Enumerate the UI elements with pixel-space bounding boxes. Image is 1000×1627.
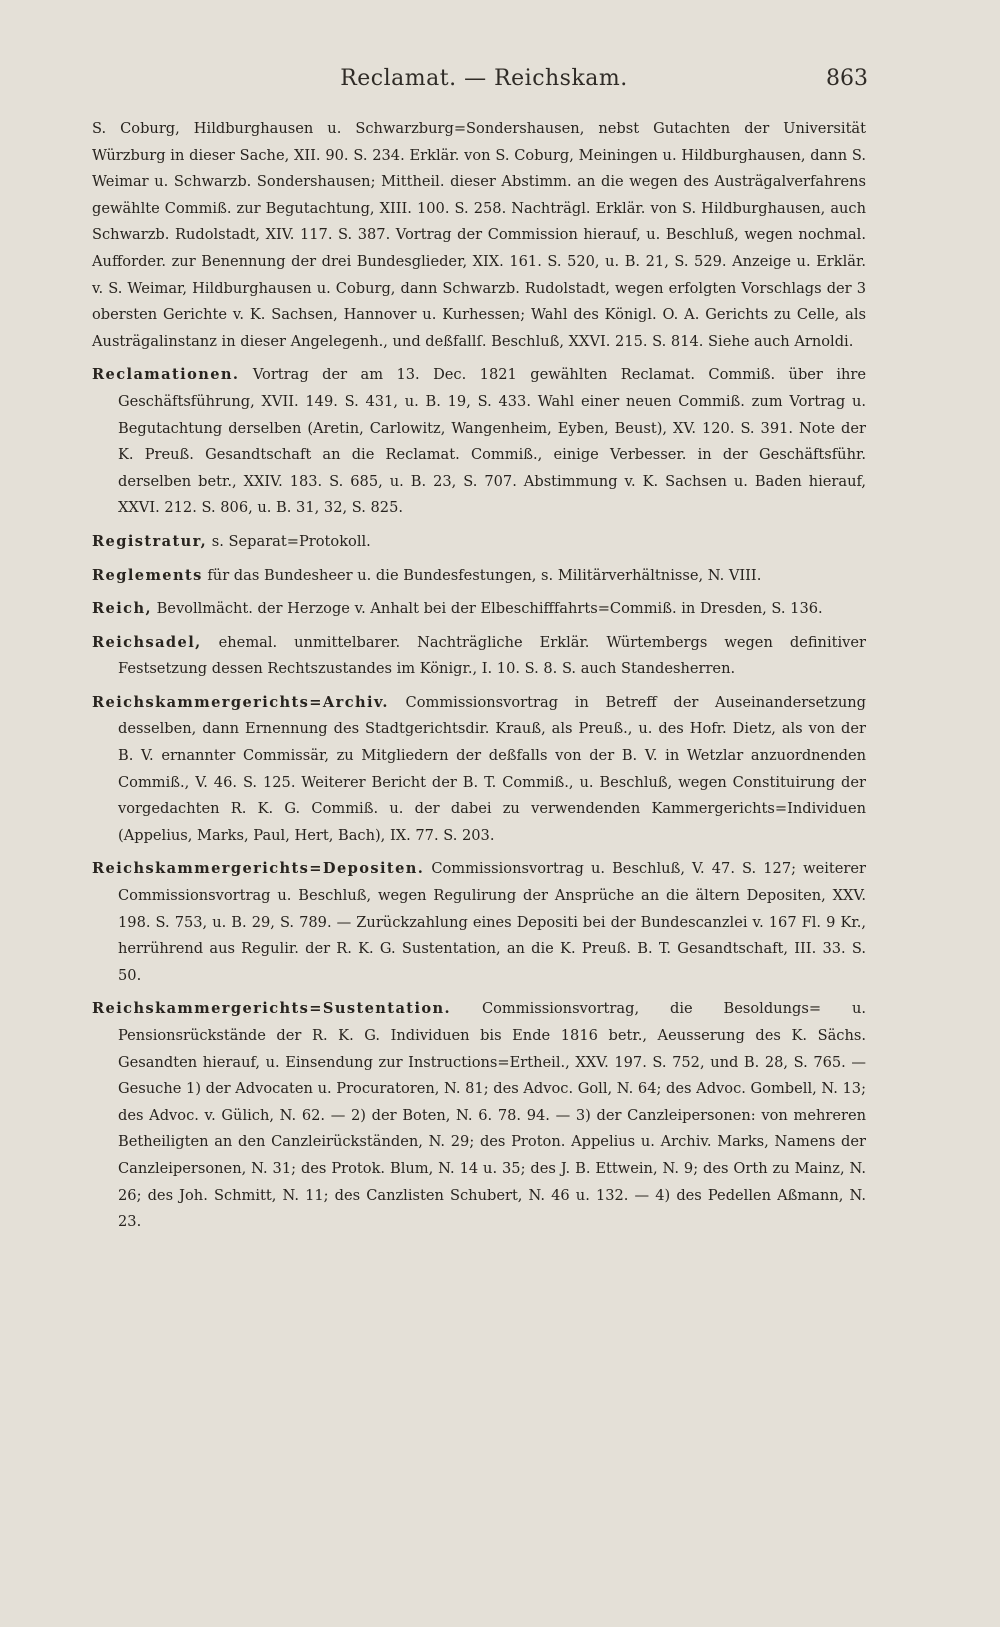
entry-text: Vortrag der am 13. Dec. 1821 gewählten Reclamat. Commiß. über ihre Geschäftsführung, XVII. 149. S. 431, u. B. 19, S. 433. Wahl einer neuen Commiß. zum Vortrag u. Begutachtung derselben (Aretin, Carlowitz, Wangenheim, Eyben, Beust), XV. 120. S. 391. Note der K. Preuß. Gesandtschaft an die Reclamat. Commiß., einige Verbesser. in der Geschäftsführ. derselben betr., XXIV. 183. S. 685, u. B. 23, S. 707. Abstimmung v. K. Sachsen u. Baden hierauf, XXVI. 212. S. 806, u. B. 31, 32, S. 825.	[118, 366, 867, 517]
entry-lemma: Reichskammergerichts=Depositen.	[92, 860, 425, 878]
index-entry-rkg-sustentation	[92, 996, 866, 1235]
index-entry-rkg-archiv	[92, 690, 866, 850]
index-entry-reclamationen	[92, 362, 866, 522]
page-header	[60, 66, 868, 91]
index-entry-registratur	[92, 529, 866, 556]
entry-text: für das Bundesheer u. die Bundesfestungen, s. Militärverhältnisse, N. VIII.	[207, 566, 762, 584]
running-title: Reclamat. — Reichskam.	[340, 66, 628, 91]
entry-lemma: Reich,	[92, 600, 152, 618]
index-entry-reichsadel	[92, 630, 866, 683]
page-number: 863	[826, 66, 868, 91]
entry-text: Commissionsvortrag, die Besoldungs= u. Pensionsrückstände der R. K. G. Individuen bis Ende 1816 betr., Aeusserung des K. Sächs. Gesandten hierauf, u. Einsendung zur Instructions=Ertheil., XXV. 197. S. 752, und B. 28, S. 765. — Gesuche 1) der Advocaten u. Procuratoren, N. 81; des Advoc. Goll, N. 64; des Advoc. Gombell, N. 13; des Advoc. v. Gülich, N. 62. — 2) der Boten, N. 6. 78. 94. — 3) der Canzleipersonen: von mehreren Betheiligten an den Canzleirückständen, N. 29; des Proton. Appelius u. Archiv. Marks, Namens der Canzleipersonen, N. 31; des Protok. Blum, N. 14 u. 35; des J. B. Ettwein, N. 9; des Orth zu Mainz, N. 26; des Joh. Schmitt, N. 11; des Canzlisten Schubert, N. 46 u. 132. — 4) des Pedellen Aßmann, N. 23.	[118, 1000, 866, 1231]
index-entry-reglements	[92, 563, 866, 590]
index-entry-rkg-depositen	[92, 856, 866, 989]
entry-lemma: Reglements	[92, 566, 203, 584]
index-entry-reich	[92, 596, 866, 623]
entry-text: S. Coburg, Hildburghausen u. Schwarzburg=Sondershausen, nebst Gutachten der Universität Würzburg in dieser Sache, XII. 90. S. 234. Erklär. von S. Coburg, Meiningen u. Hildburghausen, dann S. Weimar u. Schwarzb. Sondershausen; Mittheil. dieser Abstimm. an die wegen des Austrägalverfahrens gewählte Commiß. zur Begutachtung, XIII. 100. S. 258. Nachträgl. Erklär. von S. Hildburghausen, auch Schwarzb. Rudolstadt, XIV. 117. S. 387. Vortrag der Commission hierauf, u. Beschluß, wegen nochmal. Aufforder. zur Benennung der drei Bundesglieder, XIX. 161. S. 520, u. B. 21, S. 529. Anzeige u. Erklär. v. S. Weimar, Hildburghausen u. Coburg, dann Schwarzb. Rudolstadt, wegen erfolgten Vorschlags der 3 obersten Gerichte v. K. Sachsen, Hannover u. Kurhessen; Wahl des Königl. O. A. Gerichts zu Celle, als Austrägalinstanz in dieser Angelegenh., und deßfallſ. Beschluß, XXVI. 215. S. 814. Siehe auch Arnoldi.	[92, 120, 866, 350]
entry-text: s. Separat=Protokoll.	[211, 532, 371, 550]
entry-lemma: Reichskammergerichts=Archiv.	[92, 693, 389, 711]
index-entry-continuation	[92, 116, 866, 355]
index-entries	[92, 116, 866, 1243]
entry-lemma: Registratur,	[92, 532, 208, 550]
entry-text: ehemal. unmittelbarer. Nachträgliche Erklär. Würtembergs wegen definitiver Festsetzung dessen Rechtszustandes im Königr., I. 10. S. 8. S. auch Standesherren.	[118, 633, 867, 678]
entry-text: Bevollmächt. der Herzoge v. Anhalt bei der Elbeschifffahrts=Commiß. in Dresden, S. 136.	[156, 600, 823, 618]
entry-lemma: Reclamationen.	[92, 366, 240, 384]
entry-lemma: Reichskammergerichts=Sustentation.	[92, 1000, 452, 1018]
entry-lemma: Reichsadel,	[92, 633, 202, 651]
entry-text: Commissionsvortrag u. Beschluß, V. 47. S. 127; weiterer Commissionsvortrag u. Beschluß, wegen Regulirung der Ansprüche an die ältern Depositen, XXV. 198. S. 753, u. B. 29, S. 789. — Zurückzahlung eines Depositi bei der Bundescanzlei v. 167 Fl. 9 Kr., herrührend aus Regulir. der R. K. G. Sustentation, an die K. Preuß. B. T. Gesandtschaft, III. 33. S. 50.	[118, 860, 866, 984]
entry-text: Commissionsvortrag in Betreff der Auseinandersetzung desselben, dann Ernennung des Stadtgerichtsdir. Krauß, als Preuß., u. des Hofr. Dietz, als von der B. V. ernannter Commissär, zu Mitgliedern der deßfalls von der B. V. in Wetzlar anzuordnenden Commiß., V. 46. S. 125. Weiterer Bericht der B. T. Commiß., u. Beschluß, wegen Constituirung der vorgedachten R. K. G. Commiß. u. der dabei zu verwendenden Kammergerichts=Individuen (Appelius, Marks, Paul, Hert, Bach), IX. 77. S. 203.	[118, 693, 867, 844]
